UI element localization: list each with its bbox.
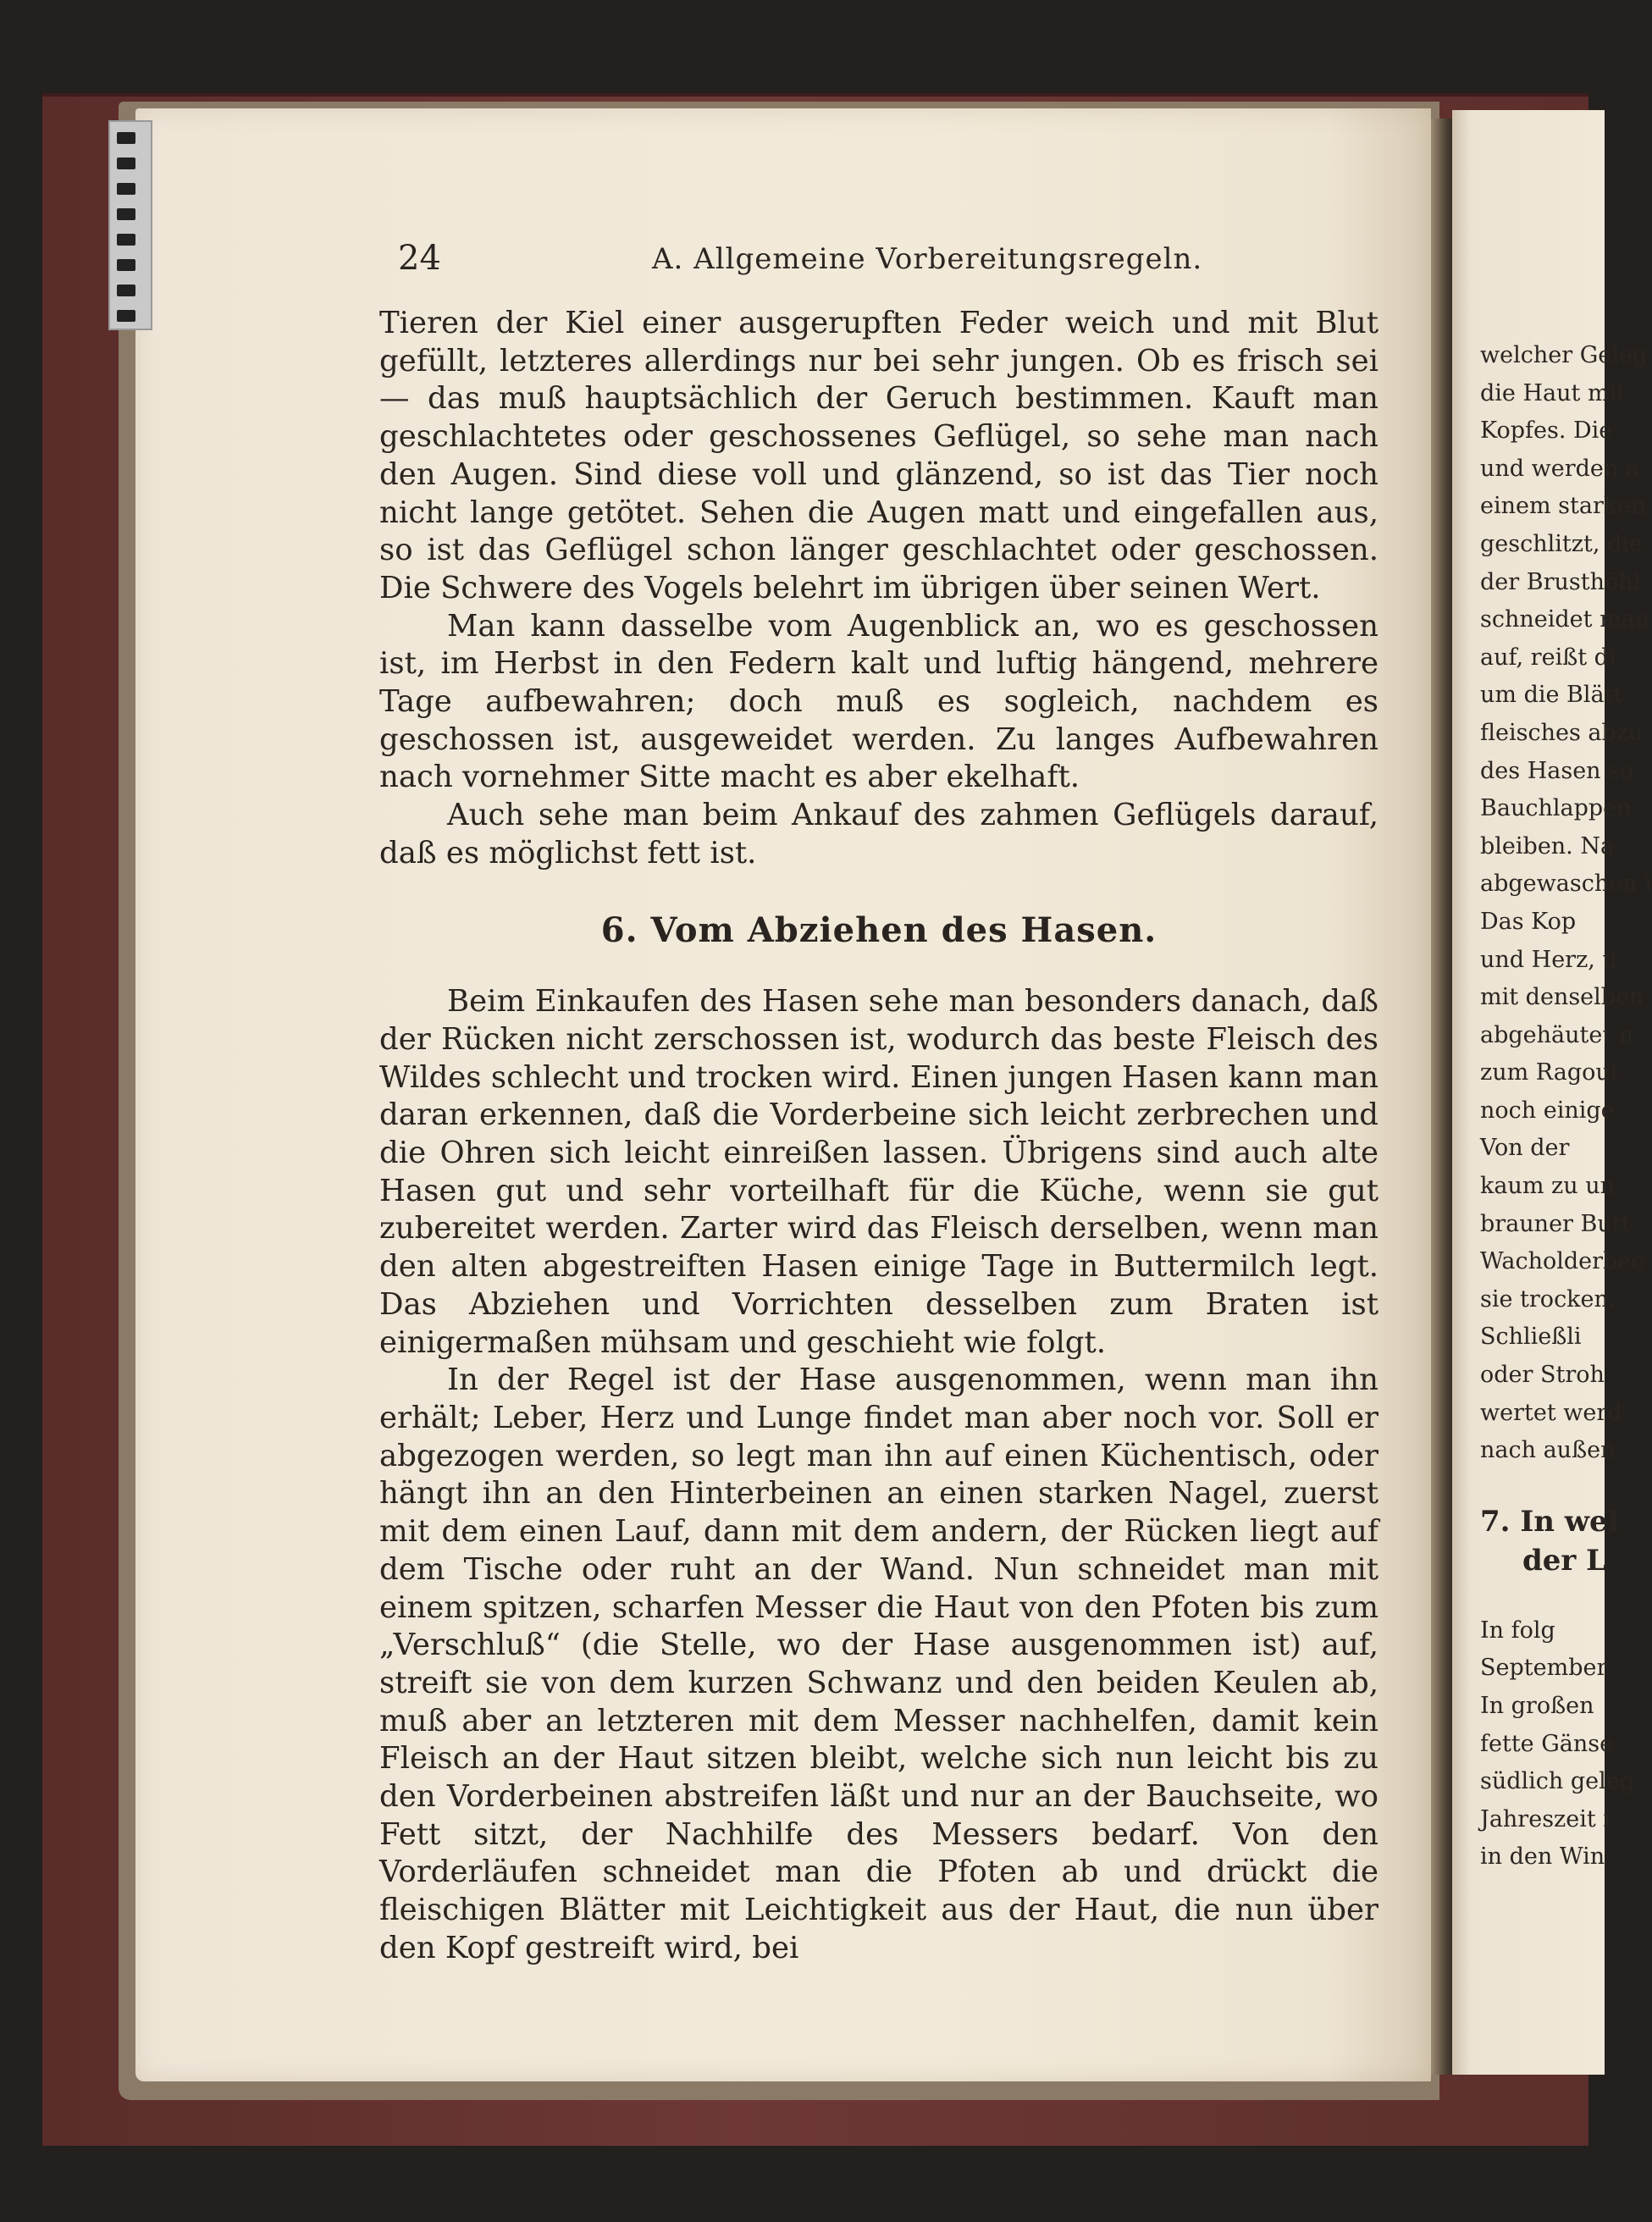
facing-line: auf, reißt di: [1480, 644, 1616, 671]
facing-line: schneidet man: [1480, 606, 1650, 633]
facing-line: in den Win: [1480, 1843, 1605, 1871]
paragraph: Man kann dasselbe vom Augenblick an, wo es geschossen ist, im Herbst in den Federn kalt und luftig hängend, mehrere Tage aufbewahren; doch muß es sogleich, nachdem es geschossen ist, ausgeweidet werden. Zu langes Aufbewahren nach vornehmer Sitte macht es aber ekelhaft.: [379, 608, 1379, 795]
facing-line: wertet werd: [1480, 1399, 1622, 1426]
facing-line: Von der: [1480, 1135, 1570, 1162]
scale-mark: [117, 158, 135, 169]
color-scale-strip: [108, 120, 152, 330]
scale-mark: [117, 285, 135, 296]
facing-line: In folg: [1480, 1617, 1555, 1644]
facing-line: Schließli: [1480, 1324, 1582, 1351]
scale-mark: [117, 310, 135, 322]
facing-line: fleisches abzu: [1480, 719, 1644, 746]
paragraph: Auch sehe man beim Ankauf des zahmen Geflügels darauf, daß es möglichst fett ist.: [379, 798, 1379, 871]
facing-page-text: [1480, 337, 1652, 1877]
facing-line: zum Ragout: [1480, 1059, 1620, 1086]
scale-mark: [117, 259, 135, 271]
facing-line: Das Kop: [1480, 908, 1577, 935]
scale-mark: [117, 183, 135, 195]
section-heading: 6. Vom Abziehen des Hasen.: [600, 909, 1158, 950]
facing-line: oder Stroh: [1480, 1362, 1605, 1389]
facing-line: die Haut mit: [1480, 379, 1627, 406]
facing-heading-line: der L: [1522, 1543, 1607, 1578]
facing-line: um die Blätt: [1480, 682, 1623, 709]
facing-line: und werden a: [1480, 455, 1639, 482]
facing-line: welcher Geleg: [1480, 342, 1648, 368]
scale-mark: [117, 132, 135, 144]
facing-line: südlich geleg: [1480, 1768, 1635, 1795]
facing-line: abgewaschen i: [1480, 871, 1652, 898]
paragraph: Beim Einkaufen des Hasen sehe man besonders danach, daß der Rücken nicht zerschossen ist, wodurch das beste Fleisch des Wildes schlecht und trocken wird. Einen jungen Hasen kann man daran erkennen, daß die Vorderbeine sich leicht zerbrechen und die Ohren sich leicht einreißen lassen. Übrigens sind auch alte Hasen gut und sehr vorteilhaft für die Küche, wenn sie gut zubereitet werden. Zarter wird das Fleisch derselben, wenn man den alten abgestreiften Hasen einige Tage in Buttermilch legt. Das Abziehen und Vorrichten desselben zum Braten ist einigermaßen mühsam und geschieht wie folgt.: [379, 984, 1379, 1360]
facing-line: In großen: [1480, 1693, 1594, 1719]
facing-line: und Herz, u: [1480, 946, 1617, 973]
facing-line: geschlitzt, die: [1480, 530, 1643, 557]
page-body: [379, 305, 1379, 1968]
scale-mark: [117, 208, 135, 220]
facing-line: bleiben. Na: [1480, 832, 1615, 860]
facing-line: Bauchlappen: [1480, 795, 1632, 822]
running-head: A. Allgemeine Vorbereitungsregeln.: [652, 242, 1203, 276]
facing-section-heading: [1480, 1502, 1619, 1580]
paragraph: Tieren der Kiel einer ausgerupften Feder weich und mit Blut gefüllt, letzteres allerdings nur bei sehr jungen. Ob es frisch sei — das muß hauptsächlich der Geruch bestimmen. Kauft man geschlachtetes oder geschossenes Geflügel, so sehe man nach den Augen. Sind diese voll und glänzend, so ist das Tier noch nicht lange getötet. Sehen die Augen matt und eingefallen aus, so ist das Geflügel schon länger geschlachtet oder geschossen. Die Schwere des Vogels belehrt im übrigen über seinen Wert.: [379, 306, 1379, 605]
facing-line: kaum zu un: [1480, 1173, 1616, 1200]
facing-line: noch einige: [1480, 1097, 1615, 1124]
facing-line: des Hasen so: [1480, 757, 1634, 784]
page-number: 24: [398, 239, 441, 278]
facing-line: September: [1480, 1655, 1608, 1682]
facing-line: fette Gänse: [1480, 1730, 1614, 1757]
scale-mark: [117, 234, 135, 246]
facing-line: der Brusthöhl: [1480, 568, 1641, 595]
paragraph: In der Regel ist der Hase ausgenommen, wenn man ihn erhält; Leber, Herz und Lunge findet man aber noch vor. Soll er abgezogen werden, so legt man ihn auf einen Küchentisch, oder hängt ihn an den Hinterbeinen an einen starken Nagel, zuerst mit dem einen Lauf, dann mit dem andern, der Rücken liegt auf dem Tische oder ruht an der Wand. Nun schneidet man mit einem spitzen, scharfen Messer die Haut von den Pfoten bis zum „Verschluß“ (die Stelle, wo der Hase ausgenommen ist) auf, streift sie von dem kurzen Schwanz und den beiden Keulen ab, muß aber an letzteren mit dem Messer nachhelfen, damit kein Fleisch an der Haut sitzen bleibt, welche sich nun leicht bis zu den Vorderbeinen abstreifen läßt und nur an der Bauchseite, wo Fett sitzt, der Nachhilfe des Messers bedarf. Von den Vorderläufen schneidet man die Pfoten ab und drückt die fleischigen Blätter mit Leichtigkeit aus der Haut, die nun über den Kopf gestreift wird, bei: [379, 1362, 1379, 1965]
facing-line: Wacholderbee: [1480, 1248, 1645, 1275]
facing-line: nach außen: [1480, 1437, 1616, 1464]
facing-line: mit denselben: [1480, 984, 1644, 1011]
facing-line: Kopfes. Die: [1480, 417, 1613, 445]
facing-heading-line: 7. In wel: [1480, 1504, 1619, 1539]
facing-line: brauner Butt: [1480, 1210, 1631, 1237]
page-header: [398, 239, 1372, 290]
facing-line: abgehäutet n: [1480, 1021, 1634, 1048]
facing-line: sie trocken.: [1480, 1285, 1616, 1313]
facing-line: Jahreszeit i: [1480, 1805, 1611, 1832]
facing-line: einem starken: [1480, 493, 1646, 520]
